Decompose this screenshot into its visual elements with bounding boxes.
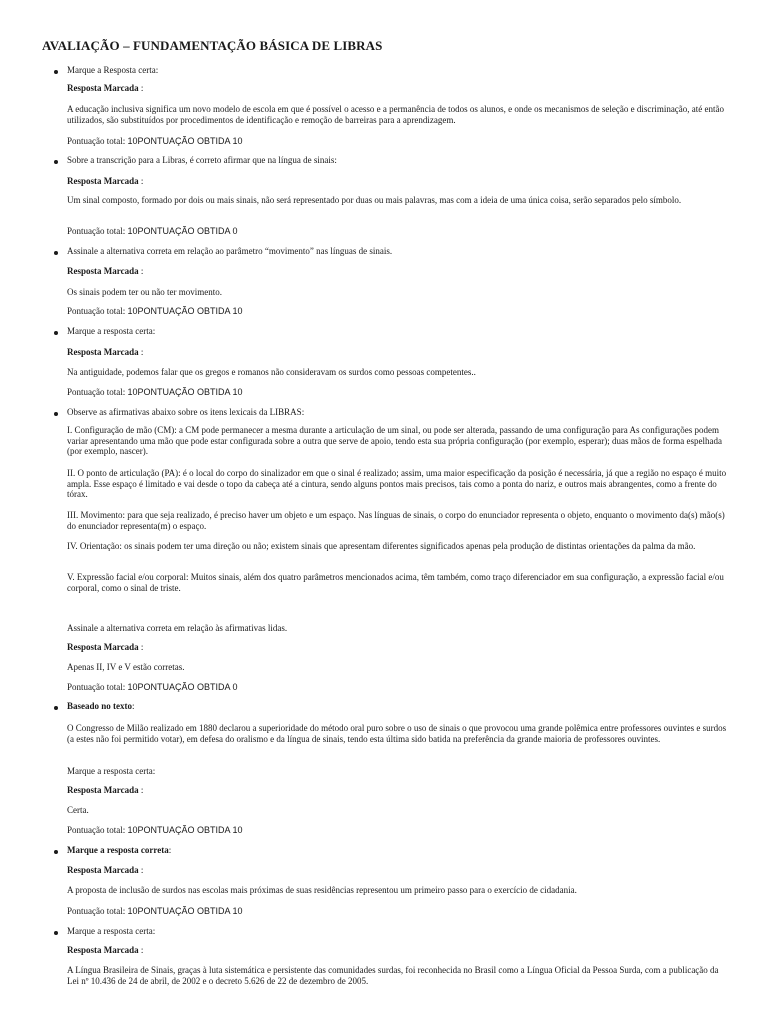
statement-3: III. Movimento: para que seja realizado, é preciso haver um objeto e um espaço. Nas línguas de sinais, o corpo do enunciador representa o objeto, enquanto o movimento da(s) mão(s) do enunciador representa(m) o espaço. [67, 510, 725, 531]
bullet-icon [54, 70, 58, 74]
answer-7: A proposta de inclusão de surdos nas escolas mais próximas de suas residências representou um primeiro passo para o exercício de cidadania. [67, 885, 577, 895]
answer-5: Apenas II, IV e V estão corretas. [67, 662, 185, 672]
answer-2: Um sinal composto, formado por dois ou mais sinais, não será representado por duas ou mais palavras, mas com a ideia de uma única coisa, serão separados pelo símbolo. [67, 195, 682, 205]
question-5: Observe as afirmativas abaixo sobre os itens lexicais da LIBRAS: [67, 407, 305, 417]
question-7: Marque a resposta correta: [67, 845, 172, 855]
question-2: Sobre a transcrição para a Libras, é correto afirmar que na língua de sinais: [67, 155, 337, 165]
bullet-icon [54, 251, 58, 255]
bullet-icon [54, 850, 58, 854]
answer-4: Na antiguidade, podemos falar que os gregos e romanos não consideravam os surdos como pessoas competentes.. [67, 367, 476, 377]
answer-label-2: Resposta Marcada : [67, 176, 144, 186]
bullet-icon [54, 160, 58, 164]
question-8: Marque a resposta certa: [67, 926, 156, 936]
question-4: Marque a resposta certa: [67, 326, 156, 336]
passage-6: O Congresso de Milão realizado em 1880 declarou a superioridade do método oral puro sobre o uso de sinais o que provocou uma grande polêmica entre professores ouvintes e surdos (a estes não foi permitido votar), em defesa do oralismo e da língua de sinais, tendo esta última sido batida na preferência da grande maioria de professores ouvintes. [67, 723, 727, 744]
statement-2: II. O ponto de articulação (PA): é o local do corpo do sinalizador em que o sinal é realizado; assim, uma maior especificação da posição é necessária, já que a região no espaço é muito ampla. Esse espaço é limitado e vai desde o topo da cabeça até a cintura, sendo alguns pontos mais precisos, tais como a ponta do nariz, e outros mais abrangentes, como a frente do tórax. [67, 468, 727, 499]
page-title: AVALIAÇÃO – FUNDAMENTAÇÃO BÁSICA DE LIBRAS [42, 38, 383, 53]
score-6: Pontuação total: 10PONTUAÇÃO OBTIDA 10 [67, 825, 243, 835]
instruction-6: Marque a resposta certa: [67, 766, 156, 776]
answer-label-7: Resposta Marcada : [67, 865, 144, 875]
score-5: Pontuação total: 10PONTUAÇÃO OBTIDA 0 [67, 682, 238, 692]
question-6: Baseado no texto: [67, 701, 135, 711]
answer-1: A educação inclusiva significa um novo modelo de escola em que é possível o acesso e a permanência de todos os alunos, e onde os mecanismos de seleção e discriminação, até então utilizados, são substituídos por procedimentos de identificação e remoção de barreiras para a aprendizagem. [67, 104, 725, 125]
answer-8: A Língua Brasileira de Sinais, graças à luta sistemática e persistente das comunidades surdas, foi reconhecida no Brasil como a Língua Oficial da Pessoa Surda, com a publicação da Lei nº 10.436 de 24 de abril, de 2002 e o decreto 5.626 de 22 de dezembro de 2005. [67, 965, 719, 986]
score-2: Pontuação total: 10PONTUAÇÃO OBTIDA 0 [67, 226, 238, 236]
answer-6: Certa. [67, 805, 89, 815]
score-3: Pontuação total: 10PONTUAÇÃO OBTIDA 10 [67, 306, 243, 316]
answer-label-1: Resposta Marcada : [67, 83, 144, 93]
question-3: Assinale a alternativa correta em relação ao parâmetro “movimento” nas línguas de sinais. [67, 246, 393, 256]
question-1: Marque a Resposta certa: [67, 65, 159, 75]
answer-3: Os sinais podem ter ou não ter movimento. [67, 287, 222, 297]
instruction-5: Assinale a alternativa correta em relação às afirmativas lidas. [67, 623, 288, 633]
score-7: Pontuação total: 10PONTUAÇÃO OBTIDA 10 [67, 906, 243, 916]
statement-1: I. Configuração de mão (CM): a CM pode permanecer a mesma durante a articulação de um sinal, ou pode ser alterada, passando de uma configuração para As configurações podem variar apresentando uma mão que pode estar configurada sobre a outra que serve de apoio, tendo esta sua própria configuração (por exemplo, esperar); duas mãos de forma espelhada (por exemplo, nascer). [67, 425, 722, 456]
answer-label-4: Resposta Marcada : [67, 347, 144, 357]
statement-5: V. Expressão facial e/ou corporal: Muitos sinais, além dos quatro parâmetros mencionados acima, têm também, como traço diferenciador em sua configuração, a expressão facial e/ou corporal, como o sinal de triste. [67, 572, 724, 593]
statement-4: IV. Orientação: os sinais podem ter uma direção ou não; existem sinais que apresentam diferentes significados apenas pela produção de distintas orientações da palma da mão. [67, 541, 696, 551]
bullet-icon [54, 331, 58, 335]
bullet-icon [54, 706, 58, 710]
score-4: Pontuação total: 10PONTUAÇÃO OBTIDA 10 [67, 387, 243, 397]
answer-label-8: Resposta Marcada : [67, 945, 144, 955]
score-1: Pontuação total: 10PONTUAÇÃO OBTIDA 10 [67, 136, 243, 146]
answer-label-3: Resposta Marcada : [67, 266, 144, 276]
bullet-icon [54, 412, 58, 416]
bullet-icon [54, 931, 58, 935]
answer-label-6: Resposta Marcada : [67, 785, 144, 795]
answer-label-5: Resposta Marcada : [67, 642, 144, 652]
